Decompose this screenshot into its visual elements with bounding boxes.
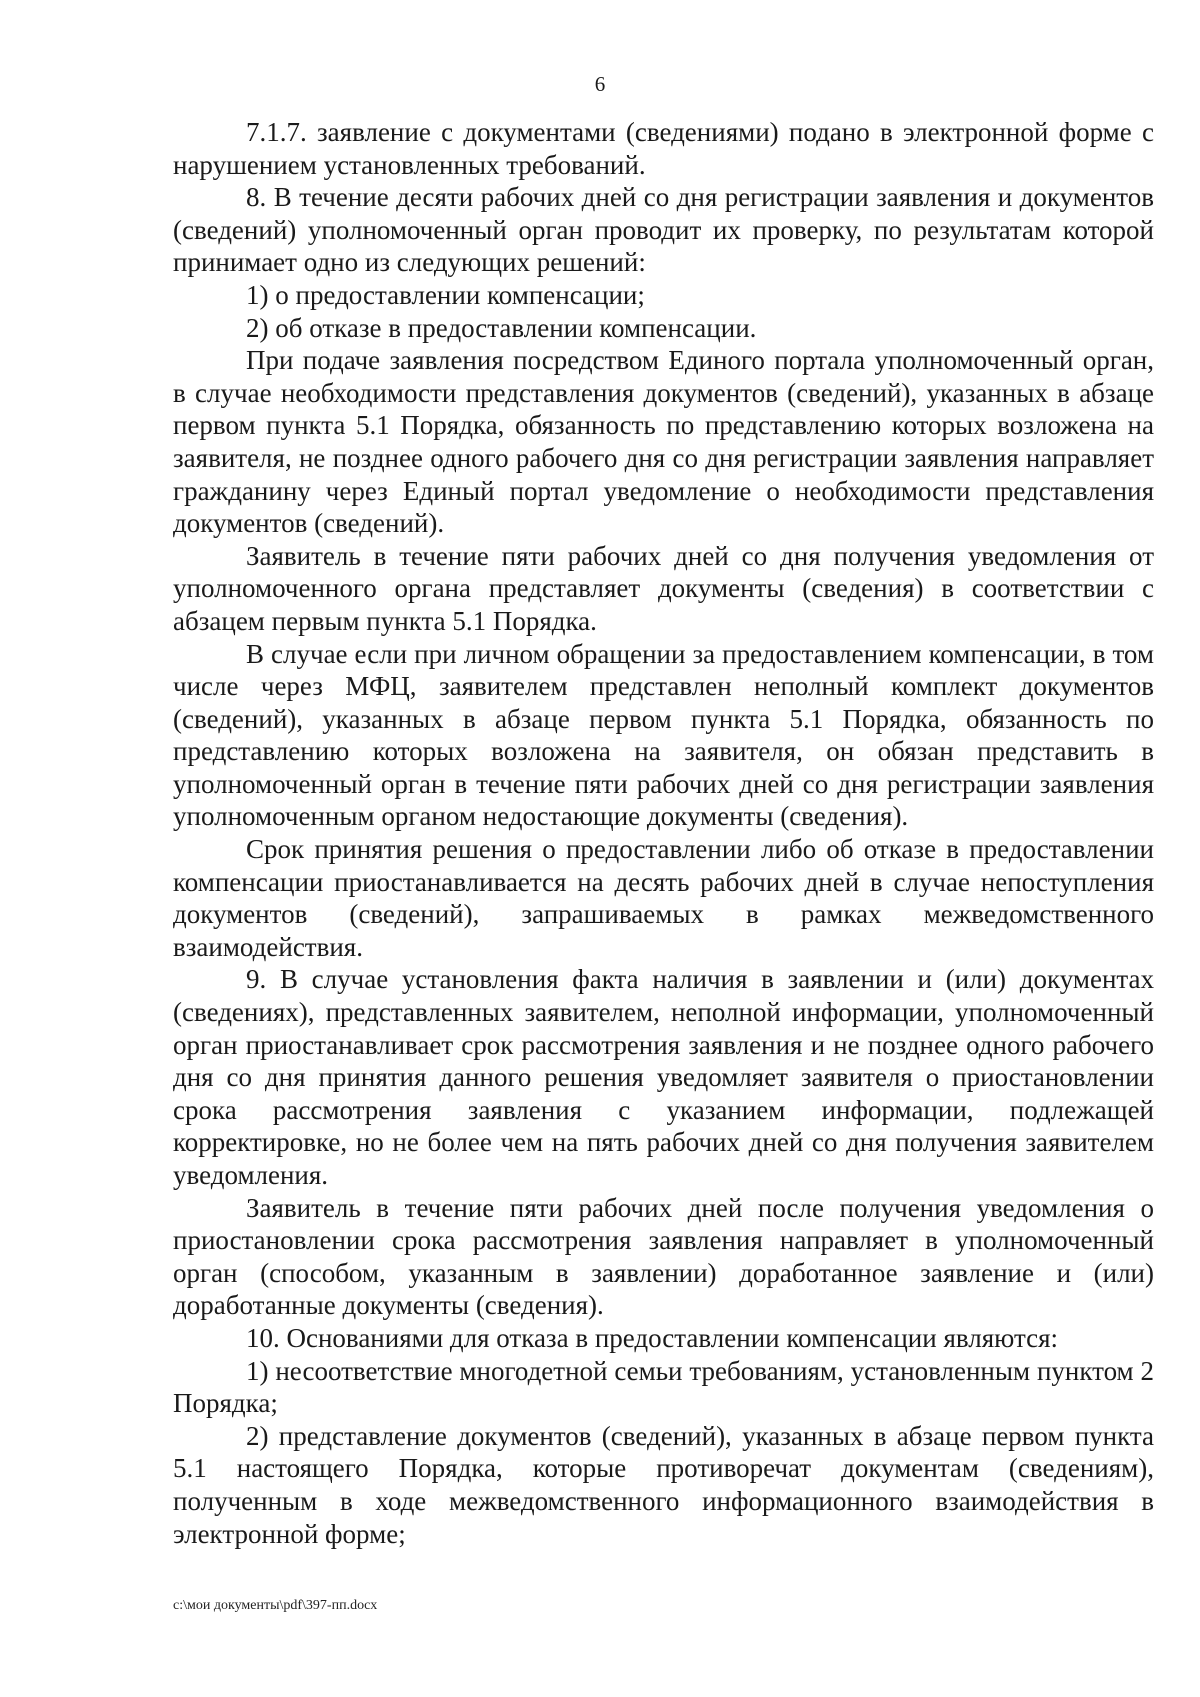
paragraph-9: 9. В случае установления факта наличия в заявлении и (или) документах (сведениях), представленных заявителем, неполной информации, уполномоченный орган приостанавливает срок рассмотрения заявления и не позднее одного рабочего дня со дня принятия данного решения уведомляет заявителя о приостановлении срока рассмотрения заявления с указанием информации, подлежащей корректировке, но не более чем на пять рабочих дней со дня получения заявителем уведомления. [173, 964, 1154, 1190]
paragraph-8-item-1: 1) о предоставлении компенсации; [246, 279, 645, 310]
paragraph-8-item-2: 2) об отказе в предоставлении компенсации. [246, 312, 757, 343]
paragraph-applicant-revision: Заявитель в течение пяти рабочих дней после получения уведомления о приостановлении срока рассмотрения заявления направляет в уполномоченный орган (способом, указанным в заявлении) доработанное заявление и (или) доработанные документы (сведения). [173, 1192, 1154, 1321]
paragraph-8: 8. В течение десяти рабочих дней со дня регистрации заявления и документов (сведений) уполномоченный орган проводит их проверку, по результатам которой принимает одно из следующих решений: [173, 182, 1154, 278]
footer-file-path: c:\мои документы\pdf\397-пп.docx [173, 1598, 378, 1613]
paragraph-10: 10. Основаниями для отказа в предоставлении компенсации являются: [246, 1322, 1059, 1353]
document-body [173, 116, 1154, 1550]
paragraph-10-item-1: 1) несоответствие многодетной семьи требованиям, установленным пунктом 2 Порядка; [173, 1355, 1154, 1419]
paragraph-portal-submission: При подаче заявления посредством Единого портала уполномоченный орган, в случае необходимости представления документов (сведений), указанных в абзаце первом пункта 5.1 Порядка, обязанность по представлению которых возложена на заявителя, не позднее одного рабочего дня со дня регистрации заявления направляет гражданину через Единый портал уведомление о необходимости представления документов (сведений). [173, 345, 1154, 539]
paragraph-applicant-five-days: Заявитель в течение пяти рабочих дней со дня получения уведомления от уполномоченного органа представляет документы (сведения) в соответствии с абзацем первым пункта 5.1 Порядка. [173, 540, 1154, 636]
paragraph-decision-suspension: Срок принятия решения о предоставлении либо об отказе в предоставлении компенсации приостанавливается на десять рабочих дней в случае непоступления документов (сведений), запрашиваемых в рамках межведомственного взаимодействия. [173, 834, 1154, 962]
page-number: 6 [594, 72, 606, 96]
paragraph-7-1-7: 7.1.7. заявление с документами (сведениями) подано в электронной форме с нарушением установленных требований. [173, 117, 1154, 180]
paragraph-10-item-2: 2) представление документов (сведений), указанных в абзаце первом пункта 5.1 настоящего Порядка, которые противоречат документам (сведениям), полученным в ходе межведомственного информационного взаимодействия в электронной форме; [173, 1420, 1154, 1549]
paragraph-in-person-submission: В случае если при личном обращении за предоставлением компенсации, в том числе через МФЦ, заявителем представлен неполный комплект документов (сведений), указанных в абзаце первом пункта 5.1 Порядка, обязанность по представлению которых возложена на заявителя, он обязан представить в уполномоченный орган в течение пяти рабочих дней со дня регистрации заявления уполномоченным органом недостающие документы (сведения). [173, 638, 1154, 832]
